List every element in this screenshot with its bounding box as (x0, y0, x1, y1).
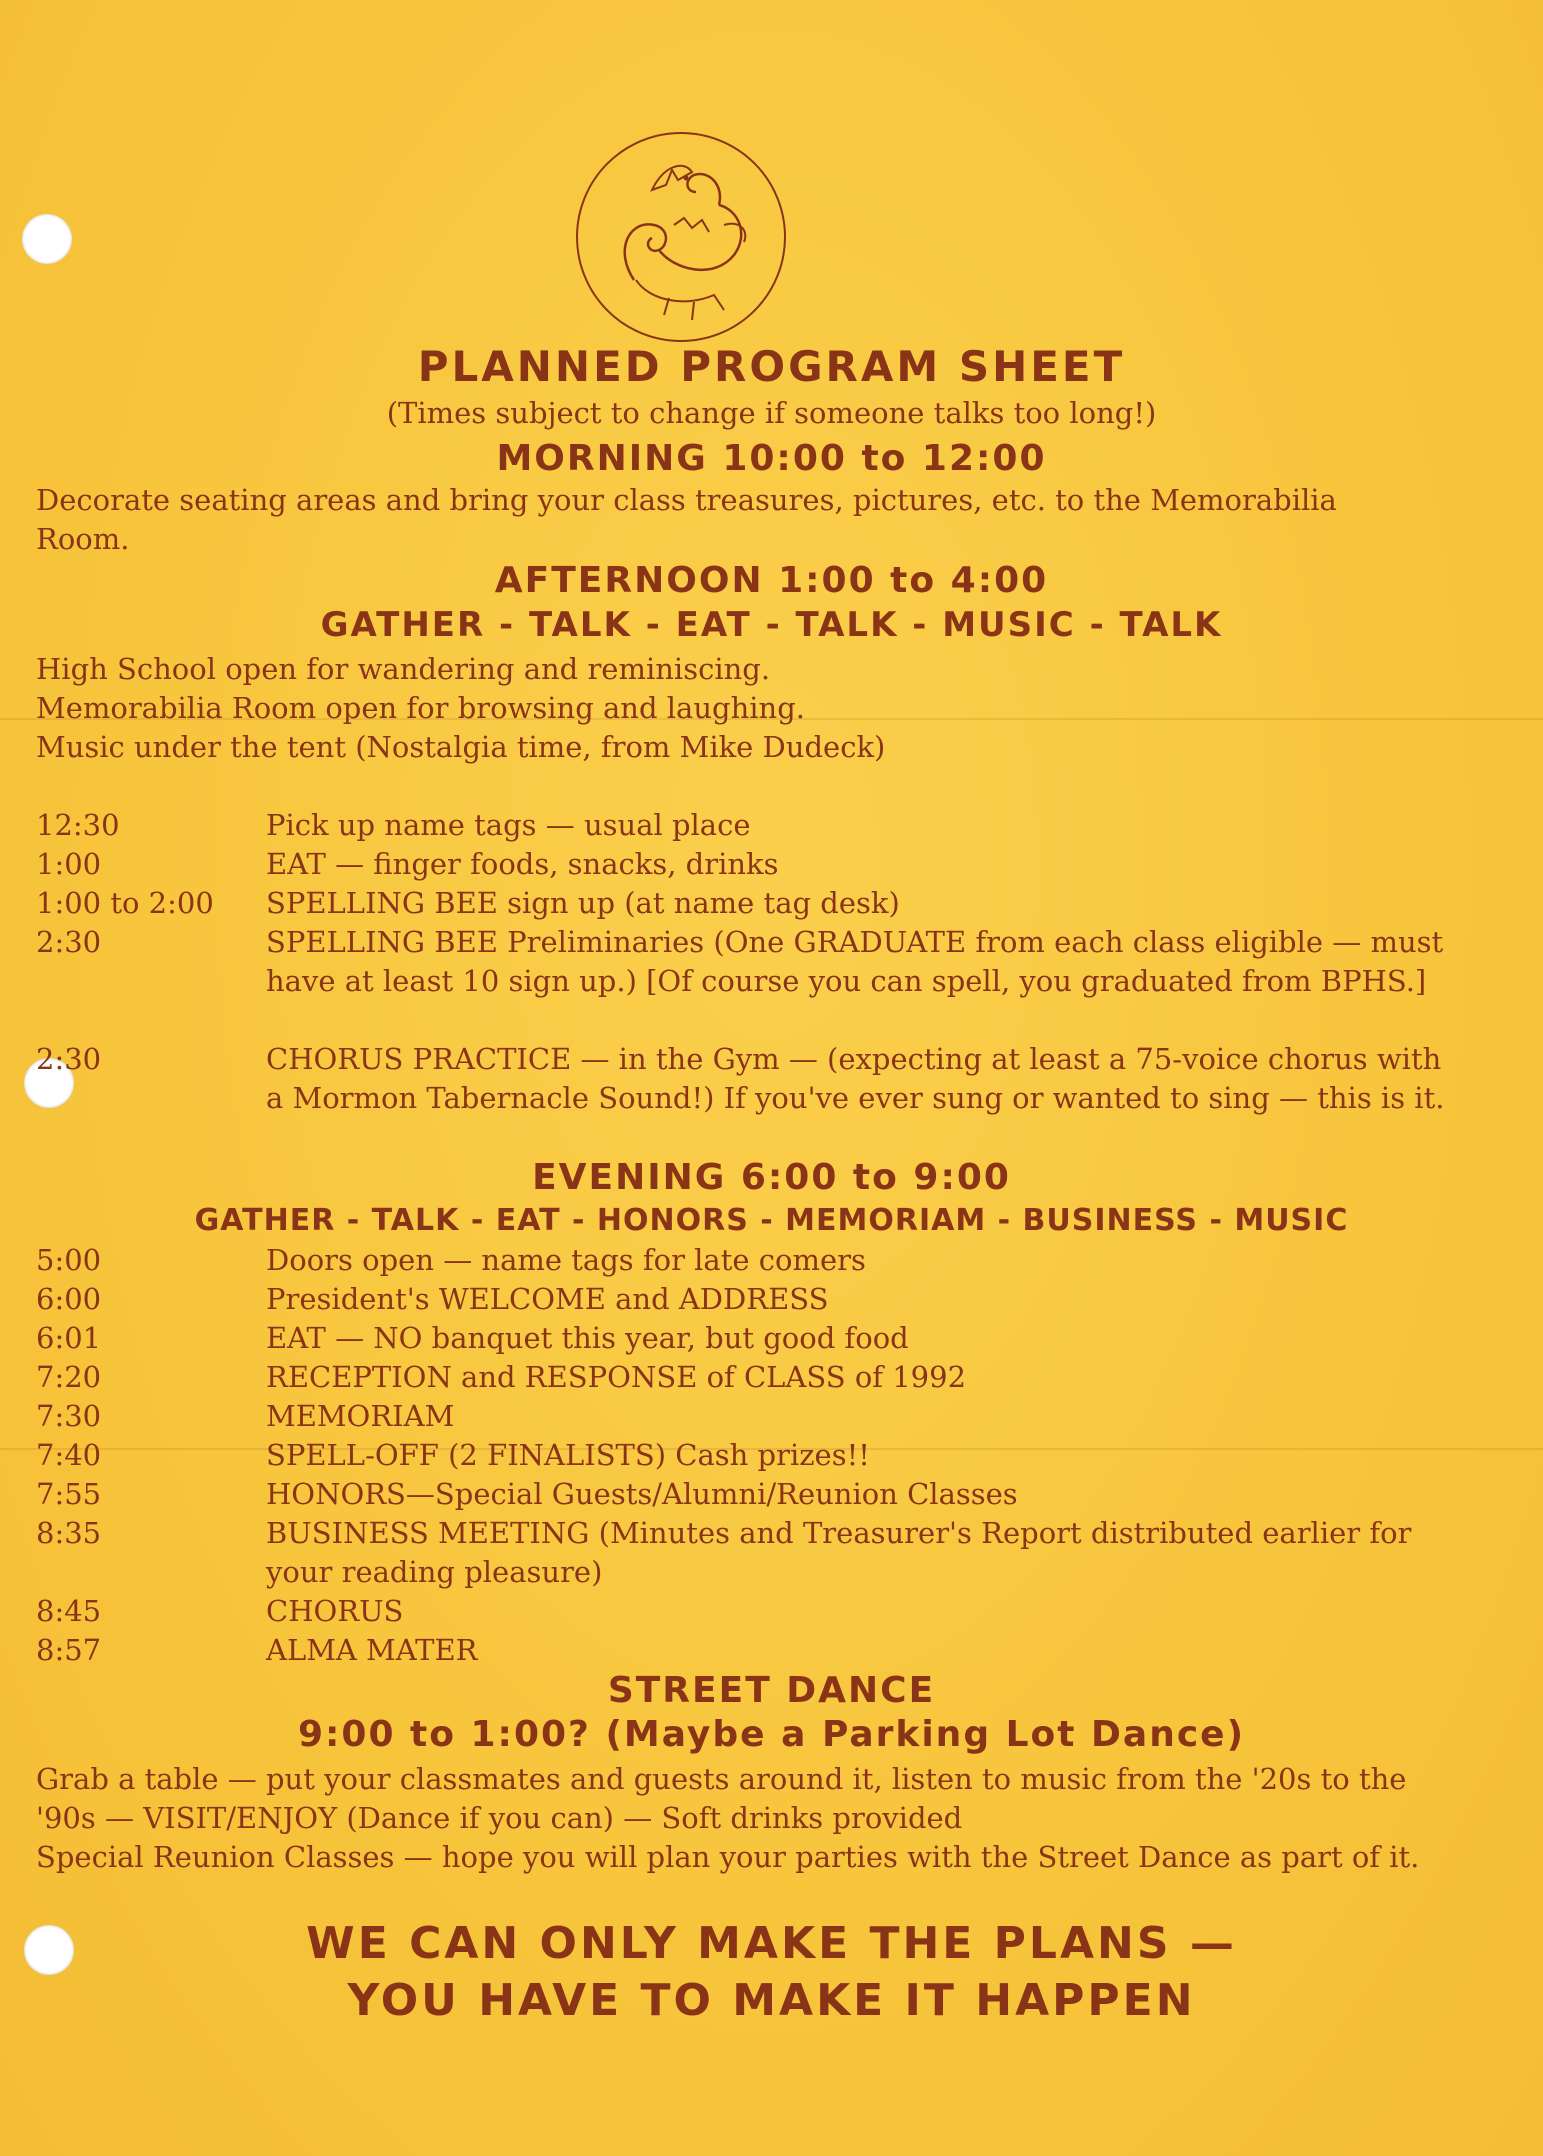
street-dance-text: Grab a table — put your classmates and guests around it, listen to music from the '20s to the '90s — VISIT/ENJOY (Dance if you can) — Soft drinks provided (36, 1762, 1407, 1835)
street-dance-subheading: 9:00 to 1:00? (Maybe a Parking Lot Dance) (297, 1714, 1246, 1755)
schedule-time: 1:00 (36, 847, 102, 881)
schedule-time: 8:45 (36, 1594, 102, 1628)
afternoon-line: High School open for wandering and reminiscing. (36, 652, 771, 686)
schedule-desc: SPELL-OFF (2 FINALISTS) Cash prizes!! (266, 1438, 870, 1472)
schedule-time: 7:55 (36, 1477, 102, 1511)
schedule-time: 8:35 (36, 1516, 102, 1550)
schedule-time: 1:00 to 2:00 (36, 886, 214, 920)
schedule-desc: Doors open — name tags for late comers (266, 1243, 866, 1277)
page-title: PLANNED PROGRAM SHEET (417, 342, 1126, 391)
schedule-desc: SPELLING BEE Preliminaries (One GRADUATE from each class eligible — must have at least 10 sign up.) [Of course you can spell, you graduated from BPHS.] (266, 925, 1444, 998)
schedule-desc: EAT — finger foods, snacks, drinks (266, 847, 779, 881)
schedule-time: 6:01 (36, 1321, 102, 1355)
schedule-time: 2:30 (36, 1042, 102, 1076)
schedule-desc: HONORS—Special Guests/Alumni/Reunion Classes (266, 1477, 1018, 1511)
schedule-desc: CHORUS (266, 1594, 404, 1628)
street-dance-text: Special Reunion Classes — hope you will plan your parties with the Street Dance as part of it. (36, 1840, 1420, 1874)
punch-hole-top (22, 214, 72, 264)
schedule-desc: CHORUS PRACTICE — in the Gym — (expecting at least a 75-voice chorus with a Mormon Tabernacle Sound!) If you've ever sung or wanted to sing — this is it. (266, 1042, 1445, 1115)
afternoon-subheading: GATHER - TALK - EAT - TALK - MUSIC - TALK (320, 605, 1223, 645)
page-subtitle: (Times subject to change if someone talks too long!) (386, 396, 1157, 430)
schedule-time: 2:30 (36, 925, 102, 959)
schedule-desc: SPELLING BEE sign up (at name tag desk) (266, 886, 900, 920)
afternoon-line: Music under the tent (Nostalgia time, from Mike Dudeck) (36, 730, 886, 764)
closing-line: YOU HAVE TO MAKE IT HAPPEN (347, 1975, 1196, 2026)
street-dance-heading: STREET DANCE (607, 1670, 936, 1711)
morning-text: Decorate seating areas and bring your class treasures, pictures, etc. to the Memorabilia Room. (36, 483, 1337, 556)
schedule-desc: RECEPTION and RESPONSE of CLASS of 1992 (266, 1360, 967, 1394)
schedule-time: 5:00 (36, 1243, 102, 1277)
evening-heading: EVENING 6:00 to 9:00 (532, 1157, 1011, 1198)
morning-heading: MORNING 10:00 to 12:00 (496, 438, 1047, 479)
schedule-time: 8:57 (36, 1633, 102, 1667)
schedule-desc: Pick up name tags — usual place (266, 808, 751, 842)
dragon-emblem-icon (574, 130, 789, 345)
schedule-desc: EAT — NO banquet this year, but good food (266, 1321, 909, 1355)
schedule-desc: ALMA MATER (266, 1633, 478, 1667)
schedule-time: 7:40 (36, 1438, 102, 1472)
schedule-time: 12:30 (36, 808, 120, 842)
schedule-time: 6:00 (36, 1282, 102, 1316)
schedule-desc: President's WELCOME and ADDRESS (266, 1282, 829, 1316)
closing-line: WE CAN ONLY MAKE THE PLANS — (306, 1918, 1237, 1969)
schedule-time: 7:30 (36, 1399, 102, 1433)
schedule-desc: MEMORIAM (266, 1399, 455, 1433)
schedule-desc: BUSINESS MEETING (Minutes and Treasurer's Report distributed earlier for your reading pleasure) (266, 1516, 1412, 1589)
schedule-time: 7:20 (36, 1360, 102, 1394)
afternoon-heading: AFTERNOON 1:00 to 4:00 (494, 560, 1049, 601)
afternoon-line: Memorabilia Room open for browsing and laughing. (36, 691, 805, 725)
evening-subheading: GATHER - TALK - EAT - HONORS - MEMORIAM - BUSINESS - MUSIC (194, 1203, 1349, 1238)
